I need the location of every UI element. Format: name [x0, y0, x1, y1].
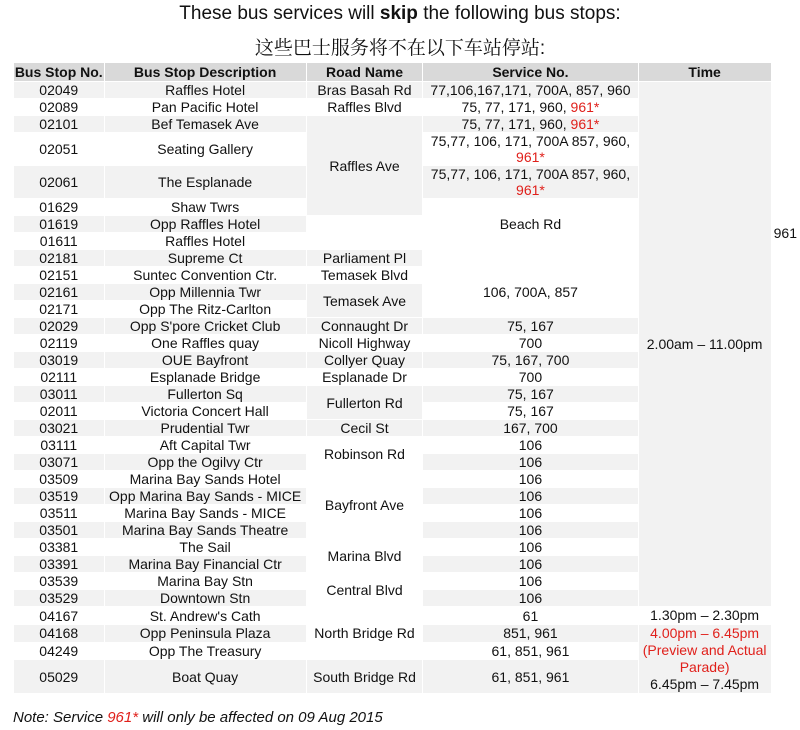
service-no: 106 — [423, 522, 638, 539]
bus-stop-description: Pan Pacific Hotel — [104, 99, 306, 116]
bus-stop-description: Fullerton Sq — [104, 386, 306, 403]
bus-stop-no: 04249 — [14, 642, 105, 660]
bus-stop-no: 03501 — [14, 522, 105, 539]
bus-stop-description: Boat Quay — [104, 660, 306, 694]
bus-stop-no: 03019 — [14, 352, 105, 369]
service-no: 106 — [423, 471, 638, 488]
service-no: 106 — [423, 539, 638, 556]
bus-stop-no: 03539 — [14, 573, 105, 590]
road-name: Temasek Blvd — [306, 267, 423, 284]
service-no: 75, 167 — [423, 318, 638, 335]
road-name: Esplanade Dr — [306, 369, 423, 386]
service-no: 61, 851, 961 — [423, 642, 638, 660]
bus-stop-no: 01619 — [14, 216, 105, 233]
bus-stop-no: 02029 — [14, 318, 105, 335]
bus-stop-description: Marina Bay Sands Hotel — [104, 471, 306, 488]
road-name: Bayfront Ave — [306, 471, 423, 539]
service-no: 700 — [423, 335, 638, 352]
bus-stop-description: The Sail — [104, 539, 306, 556]
bus-stop-no: 02089 — [14, 99, 105, 116]
service-no: 75,77, 106, 171, 700A 857, 960, 961* — [423, 166, 638, 199]
road-name: North Bridge Rd — [306, 607, 423, 660]
bus-stop-no: 05029 — [14, 660, 105, 694]
service-no: 851, 961 — [423, 625, 638, 643]
bus-stop-no: 04168 — [14, 625, 105, 643]
bus-stop-table — [13, 62, 800, 694]
bus-stop-description: Opp The Treasury — [104, 642, 306, 660]
bus-stop-no: 02119 — [14, 335, 105, 352]
bus-stop-description: St. Andrew's Cath — [104, 607, 306, 625]
road-name: Robinson Rd — [306, 437, 423, 471]
bus-stop-description: Opp Marina Bay Sands - MICE — [104, 488, 306, 505]
time-slot-2 — [638, 625, 771, 694]
bus-stop-no: 01629 — [14, 199, 105, 216]
bus-stop-description: Opp Peninsula Plaza — [104, 625, 306, 643]
bus-stop-no: 02151 — [14, 267, 105, 284]
service-no: 77,106,167,171, 700A, 857, 960 — [423, 82, 638, 99]
road-name: Cecil St — [306, 420, 423, 437]
bus-stop-no: 03011 — [14, 386, 105, 403]
header-road-name: Road Name — [306, 63, 423, 82]
service-no: 61 — [423, 607, 638, 625]
table-header-row — [14, 63, 800, 82]
time-slot-2-note: (Preview and Actual Parade) — [642, 642, 767, 675]
road-name: Raffles Blvd — [306, 99, 423, 116]
road-name: Raffles Ave — [306, 116, 423, 216]
bus-stop-description: Seating Gallery — [104, 133, 306, 166]
bus-stop-description: Opp the Ogilvy Ctr — [104, 454, 306, 471]
bus-stop-no: 02051 — [14, 133, 105, 166]
bus-stop-description: One Raffles quay — [104, 335, 306, 352]
bus-stop-no: 02049 — [14, 82, 105, 99]
service-no: 75, 167 — [423, 386, 638, 403]
bus-stop-description: Aft Capital Twr — [104, 437, 306, 454]
service-no: 106 — [423, 505, 638, 522]
time-slot-3: 6.45pm – 7.45pm — [650, 676, 760, 692]
bus-stop-no: 03391 — [14, 556, 105, 573]
road-name: Marina Blvd — [306, 539, 423, 573]
service-no: 75, 77, 171, 960, 961* — [423, 116, 638, 133]
bus-stop-description: Prudential Twr — [104, 420, 306, 437]
bus-stop-description: OUE Bayfront — [104, 352, 306, 369]
time-main: 2.00am – 11.00pm — [638, 82, 771, 607]
bus-stop-description: Suntec Convention Ctr. — [104, 267, 306, 284]
title-chinese: 这些巴士服务将不在以下车站停站: — [254, 38, 546, 59]
bus-stop-description: Marina Bay Financial Ctr — [104, 556, 306, 573]
bus-stop-description: Marina Bay Sands - MICE — [104, 505, 306, 522]
header-time: Time — [638, 63, 771, 82]
bus-stop-no: 03519 — [14, 488, 105, 505]
service-no: 106 — [423, 556, 638, 573]
bus-stop-description: Marina Bay Sands Theatre — [104, 522, 306, 539]
table-row — [14, 82, 800, 99]
service-no: 75, 167 — [423, 403, 638, 420]
bus-stop-description: The Esplanade — [104, 166, 306, 199]
road-name: Beach Rd — [423, 199, 638, 250]
bus-stop-description: Shaw Twrs — [104, 199, 306, 216]
service-no: 106, 700A, 857 — [423, 267, 638, 318]
bus-stop-description: Supreme Ct — [104, 250, 306, 267]
bus-stop-no: 03021 — [14, 420, 105, 437]
bus-stop-description: Downtown Stn — [104, 590, 306, 607]
bus-stop-no: 02161 — [14, 284, 105, 301]
service-no: 106 — [423, 488, 638, 505]
bus-stop-no: 02061 — [14, 166, 105, 199]
road-name: South Bridge Rd — [306, 660, 423, 694]
time-slot-1: 1.30pm – 2.30pm — [638, 607, 771, 625]
service-no: 167, 700 — [423, 420, 638, 437]
bus-stop-no: 04167 — [14, 607, 105, 625]
bus-stop-description: Opp Millennia Twr — [104, 284, 306, 301]
bus-stop-description: Raffles Hotel — [104, 233, 306, 250]
bus-stop-description: Opp The Ritz-Carlton — [104, 301, 306, 318]
title-english: These bus services will skip the following bus stops: — [179, 3, 621, 24]
service-no: 75, 77, 171, 960, 961* — [423, 99, 638, 116]
header-bus-stop-no: Bus Stop No. — [14, 64, 103, 80]
table-row — [14, 607, 800, 625]
service-no: 75,77, 106, 171, 700A 857, 960, 961* — [423, 133, 638, 166]
time-slot-2-range: 4.00pm – 6.45pm — [650, 625, 760, 641]
bus-stop-description: Victoria Concert Hall — [104, 403, 306, 420]
road-name: Parliament Pl — [306, 250, 423, 267]
service-no: 61, 851, 961 — [423, 660, 638, 694]
bus-stop-no: 03529 — [14, 590, 105, 607]
bus-stop-no: 02011 — [14, 403, 105, 420]
road-name: Collyer Quay — [306, 352, 423, 369]
service-no: 106 — [423, 573, 638, 590]
service-no: 106 — [423, 437, 638, 454]
bus-stop-no: 03111 — [14, 437, 105, 454]
bus-stop-no: 03381 — [14, 539, 105, 556]
service-no: 961 — [771, 199, 799, 267]
bus-stop-description: Opp Raffles Hotel — [104, 216, 306, 233]
road-name: Central Blvd — [306, 573, 423, 607]
service-no: 75, 167, 700 — [423, 352, 638, 369]
bus-stop-description: Opp S'pore Cricket Club — [104, 318, 306, 335]
road-name: Nicoll Highway — [306, 335, 423, 352]
bus-stop-no: 01611 — [14, 233, 105, 250]
header-bus-stop-description: Bus Stop Description — [104, 63, 306, 82]
road-name: Connaught Dr — [306, 318, 423, 335]
header-service-no: Service No. — [423, 63, 638, 82]
bus-stop-description: Marina Bay Stn — [104, 573, 306, 590]
bus-stop-no: 02101 — [14, 116, 105, 133]
bus-stop-no: 03509 — [14, 471, 105, 488]
service-no: 700 — [423, 369, 638, 386]
road-name: Temasek Ave — [306, 284, 423, 318]
road-name: Bras Basah Rd — [306, 82, 423, 99]
footnote: Note: Service 961* will only be affected on 09 Aug 2015 — [13, 709, 383, 726]
bus-stop-no: 02171 — [14, 301, 105, 318]
bus-stop-description: Esplanade Bridge — [104, 369, 306, 386]
bus-stop-description: Raffles Hotel — [104, 82, 306, 99]
bus-stop-no: 03071 — [14, 454, 105, 471]
service-no: 106 — [423, 454, 638, 471]
bus-stop-no: 02181 — [14, 250, 105, 267]
bus-stop-no: 02111 — [14, 369, 105, 386]
bus-stop-no: 03511 — [14, 505, 105, 522]
bus-stop-description: Bef Temasek Ave — [104, 116, 306, 133]
road-name: Fullerton Rd — [306, 386, 423, 420]
service-no: 106 — [423, 590, 638, 607]
